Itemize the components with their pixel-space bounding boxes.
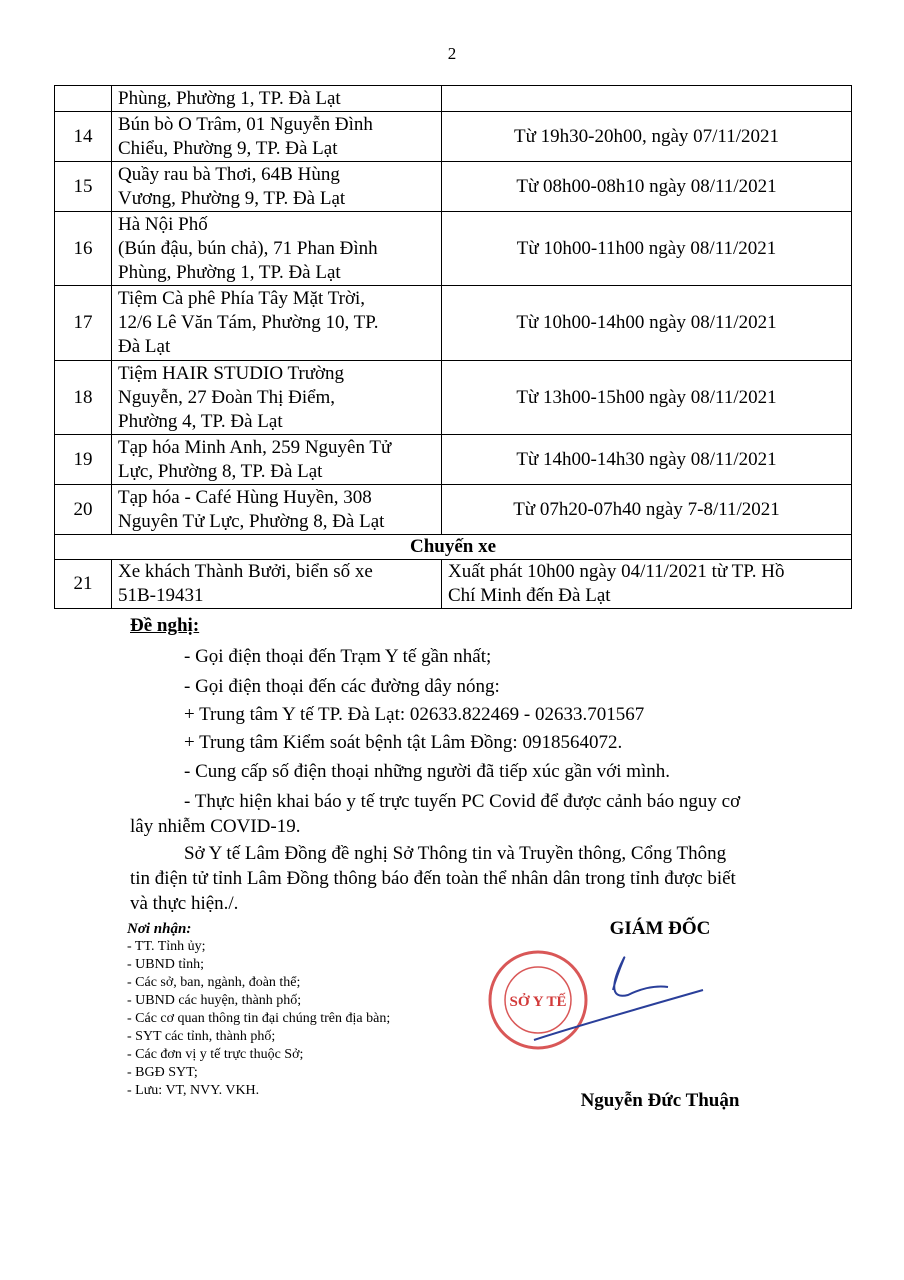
recipients-list — [127, 920, 390, 1100]
row-number: 20 — [55, 485, 112, 535]
proposal-line: - Gọi điện thoại đến Trạm Y tế gần nhất; — [184, 646, 492, 667]
proposal-line: + Trung tâm Y tế TP. Đà Lạt: 02633.822469 - 02633.701567 — [184, 704, 645, 725]
table-row — [55, 162, 852, 212]
row-number: 14 — [55, 112, 112, 162]
time-cell: Từ 13h00-15h00 ngày 08/11/2021 — [442, 361, 852, 435]
table-row — [55, 86, 852, 112]
row-number: 19 — [55, 435, 112, 485]
location-cell: Phùng, Phường 1, TP. Đà Lạt — [112, 86, 442, 112]
time-cell — [442, 86, 852, 112]
location-cell: Hà Nội Phố (Bún đậu, bún chả), 71 Phan Đình Phùng, Phường 1, TP. Đà Lạt — [112, 212, 442, 286]
table-row — [55, 112, 852, 162]
location-cell: Tạp hóa Minh Anh, 259 Nguyên Tử Lực, Phường 8, TP. Đà Lạt — [112, 435, 442, 485]
location-cell: Bún bò O Trâm, 01 Nguyễn Đình Chiểu, Phường 9, TP. Đà Lạt — [112, 112, 442, 162]
recipient-item: - Các cơ quan thông tin đại chúng trên địa bàn; — [127, 1011, 391, 1026]
time-cell: Từ 10h00-14h00 ngày 08/11/2021 — [442, 286, 852, 361]
time-cell: Từ 14h00-14h30 ngày 08/11/2021 — [442, 435, 852, 485]
vehicle-cell: Xe khách Thành Bưởi, biển số xe 51B-19431 — [112, 560, 442, 609]
proposal-line: - Cung cấp số điện thoại những người đã tiếp xúc gần với mình. — [184, 761, 671, 782]
contact-locations-table — [54, 85, 852, 609]
recipient-item: - UBND các huyện, thành phố; — [127, 993, 302, 1008]
location-cell: Tiệm HAIR STUDIO Trường Nguyễn, 27 Đoàn Thị Điểm, Phường 4, TP. Đà Lạt — [112, 361, 442, 435]
table-row — [55, 212, 852, 286]
recipient-item: - Các đơn vị y tế trực thuộc Sở; — [127, 1047, 304, 1062]
proposal-paragraph: - Thực hiện khai báo y tế trực tuyến PC Covid để được cảnh báo nguy cơ lây nhiễm COVID-19. — [130, 791, 741, 837]
row-number: 16 — [55, 212, 112, 286]
recipient-item: - UBND tỉnh; — [127, 957, 204, 972]
time-cell: Từ 19h30-20h00, ngày 07/11/2021 — [442, 112, 852, 162]
page-number: 2 — [447, 44, 457, 63]
recipient-item: - SYT các tỉnh, thành phố; — [127, 1029, 276, 1044]
table-row — [55, 560, 852, 609]
table-row — [55, 435, 852, 485]
location-cell: Tạp hóa - Café Hùng Huyền, 308 Nguyên Tử Lực, Phường 8, Đà Lạt — [112, 485, 442, 535]
time-cell: Từ 07h20-07h40 ngày 7-8/11/2021 — [442, 485, 852, 535]
proposal-line: - Gọi điện thoại đến các đường dây nóng: — [184, 676, 500, 697]
recipient-item: - BGĐ SYT; — [127, 1065, 198, 1080]
proposal-title: Đề nghị: — [130, 615, 200, 636]
row-number: 21 — [55, 560, 112, 609]
table-row — [55, 361, 852, 435]
location-cell: Quầy rau bà Thơi, 64B Hùng Vương, Phường 9, TP. Đà Lạt — [112, 162, 442, 212]
table-row — [55, 485, 852, 535]
section-row — [55, 535, 852, 560]
row-number: 17 — [55, 286, 112, 361]
departure-cell: Xuất phát 10h00 ngày 04/11/2021 từ TP. Hồ Chí Minh đến Đà Lạt — [442, 560, 852, 609]
signer-position: GIÁM ĐỐC — [609, 918, 711, 939]
proposal-line: + Trung tâm Kiểm soát bệnh tật Lâm Đồng: 0918564072. — [184, 732, 623, 753]
row-number — [55, 86, 112, 112]
recipients-title: Nơi nhận: — [127, 921, 192, 937]
signer-name: Nguyễn Đức Thuận — [580, 1090, 740, 1111]
closing-paragraph: Sở Y tế Lâm Đồng đề nghị Sở Thông tin và Truyền thông, Cổng Thông tin điện tử tỉnh Lâm Đồng thông báo đến toàn thể nhân dân trong tỉnh được biết và thực hiện./. — [130, 843, 736, 914]
row-number: 18 — [55, 361, 112, 435]
row-number: 15 — [55, 162, 112, 212]
official-stamp-and-signature — [488, 940, 708, 1060]
section-title: Chuyến xe — [55, 535, 852, 560]
recipient-item: - Các sở, ban, ngành, đoàn thể; — [127, 975, 301, 990]
time-cell: Từ 10h00-11h00 ngày 08/11/2021 — [442, 212, 852, 286]
recipient-item: - TT. Tỉnh ủy; — [127, 939, 206, 954]
table-row — [55, 286, 852, 361]
location-cell: Tiệm Cà phê Phía Tây Mặt Trời, 12/6 Lê Văn Tám, Phường 10, TP. Đà Lạt — [112, 286, 442, 361]
time-cell: Từ 08h00-08h10 ngày 08/11/2021 — [442, 162, 852, 212]
recipient-item: - Lưu: VT, NVY. VKH. — [127, 1083, 260, 1098]
svg-text:SỞ Y TẾ: SỞ Y TẾ — [509, 994, 567, 1010]
